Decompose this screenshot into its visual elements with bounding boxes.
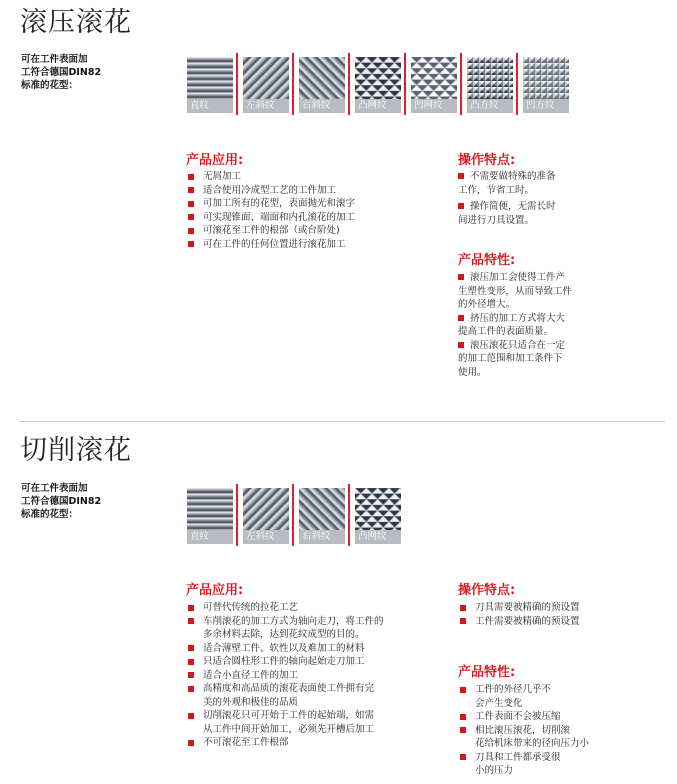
tile-separator — [236, 53, 238, 115]
list-item: 切削滚花只可开始于工件的起始端，如需 从工件中间开始加工，必须先开槽后加工 — [186, 709, 448, 736]
knurl-texture-image — [355, 57, 401, 99]
applications-heading: 产品应用: — [186, 583, 244, 598]
tile-separator — [348, 484, 350, 546]
applications-list — [186, 170, 446, 251]
section-divider — [20, 421, 665, 422]
knurl-texture-image — [523, 57, 569, 99]
intro-line: 可在工件表面加 — [21, 483, 88, 494]
bullet-icon — [188, 605, 194, 611]
knurl-tile-diamond-raised — [355, 57, 401, 113]
bullet-icon — [188, 214, 194, 220]
properties-paragraph: 滚压滚花只适合在一定 的加工范围和加工条件下 使用。 — [458, 339, 566, 378]
bullet-icon — [458, 342, 464, 348]
knurl-tile-label: 凸网纹 — [355, 530, 401, 544]
knurl-tile-diamond-raised — [355, 488, 401, 544]
list-item: 适合薄壁工件、软性以及难加工的材料 — [186, 642, 448, 656]
knurl-tile-label: 右斜纹 — [299, 530, 345, 544]
bullet-icon — [188, 174, 194, 180]
properties-heading: 产品特性: — [458, 253, 516, 268]
properties-paragraph: 挤压的加工方式将大大 提高工件的表面质量。 — [458, 312, 566, 337]
bullet-icon — [458, 315, 464, 321]
bullet-icon — [460, 727, 466, 733]
bullet-icon — [460, 618, 466, 624]
knurl-tile-straight — [187, 57, 233, 113]
intro-line: 可在工件表面加 — [21, 54, 88, 65]
knurl-tile-label: 右斜纹 — [299, 99, 345, 113]
bullet-icon — [460, 605, 466, 611]
knurl-texture-image — [187, 57, 233, 99]
list-item: 高精度和高品质的滚花表面使工件拥有完 美的外观和极佳的品质 — [186, 682, 448, 709]
bullet-icon — [188, 228, 194, 234]
bullet-icon — [460, 714, 466, 720]
bullet-icon — [188, 618, 194, 624]
pattern-intro — [21, 482, 181, 521]
operation-heading: 操作特点: — [458, 583, 516, 598]
list-item: 只适合圆柱形工件的轴向起始走刀加工 — [186, 655, 448, 669]
knurl-texture-image — [355, 488, 401, 530]
knurl-tile-square-sunk — [523, 57, 569, 113]
list-item: 相比滚压滚花，切削滚 花给机床带来的径向压力小 — [458, 724, 668, 751]
tile-separator — [516, 53, 518, 115]
list-item: 可滚花至工件的根部（或台阶处) — [186, 224, 446, 238]
bullet-icon — [188, 659, 194, 665]
properties-paragraph: 滚压加工会使得工件产 生塑性变形，从而导致工件 的外径增大。 — [458, 272, 573, 310]
tile-separator — [292, 484, 294, 546]
list-item: 可加工所有的花型，表面抛光和滚字 — [186, 197, 446, 211]
operation-list — [458, 601, 663, 628]
list-item: 可实现锥面、端面和内孔滚花的加工 — [186, 211, 446, 225]
list-item: 适合小直径工件的加工 — [186, 669, 448, 683]
intro-line: 工符合德国DIN82 — [21, 67, 102, 78]
list-item: 刀具和工件都承受很 小的压力 — [458, 751, 668, 778]
knurl-tile-label: 左斜纹 — [243, 530, 289, 544]
knurl-texture-image — [299, 57, 345, 99]
operation-paragraph: 不需要做特殊的准备 工作，节省工时。 — [458, 171, 556, 196]
knurl-tile-label: 凹网纹 — [411, 99, 457, 113]
intro-line: 工符合德国DIN82 — [21, 496, 102, 507]
knurl-tile-right — [299, 57, 345, 113]
bullet-icon — [188, 740, 194, 746]
bullet-icon — [188, 713, 194, 719]
knurl-tile-square-raised — [467, 57, 513, 113]
properties-text — [458, 271, 663, 379]
list-item: 工件表面不会被压缩 — [458, 710, 668, 724]
knurl-tile-left — [243, 57, 289, 113]
knurl-tile-diamond-sunk — [411, 57, 457, 113]
bullet-icon — [188, 645, 194, 651]
knurl-tile-label: 凸方纹 — [467, 99, 513, 113]
knurl-tile-label: 直纹 — [187, 530, 233, 544]
section-title: 切削滚花 — [20, 435, 132, 466]
operation-text — [458, 170, 658, 230]
knurl-tile-label: 凹方纹 — [523, 99, 569, 113]
list-item: 无屑加工 — [186, 170, 446, 184]
bullet-icon — [458, 173, 464, 179]
knurl-tile-straight — [187, 488, 233, 544]
tile-separator — [348, 53, 350, 115]
properties-list — [458, 683, 668, 778]
bullet-icon — [460, 754, 466, 760]
list-item: 不可滚花至工件根部 — [186, 736, 448, 750]
bullet-icon — [188, 672, 194, 678]
list-item: 可在工件的任何位置进行滚花加工 — [186, 238, 446, 252]
list-item: 车削滚花的加工方式为轴向走刀，将工件的 多余材料去除，达到花纹成型的目的。 — [186, 615, 448, 642]
knurl-tile-label: 左斜纹 — [243, 99, 289, 113]
list-item: 刀具需要被精确的预设置 — [458, 601, 663, 615]
knurl-texture-image — [187, 488, 233, 530]
tile-separator — [236, 484, 238, 546]
bullet-icon — [188, 201, 194, 207]
knurl-tile-label: 凸网纹 — [355, 99, 401, 113]
properties-heading: 产品特性: — [458, 665, 516, 680]
list-item: 适合使用冷成型工艺的工件加工 — [186, 184, 446, 198]
bullet-icon — [458, 203, 464, 209]
list-item: 工件的外径几乎不 会产生变化 — [458, 683, 668, 710]
tile-separator — [460, 53, 462, 115]
bullet-icon — [460, 687, 466, 693]
bullet-icon — [188, 241, 194, 247]
knurl-texture-image — [411, 57, 457, 99]
intro-line: 标准的花型： — [21, 80, 79, 91]
list-item: 工件需要被精确的预设置 — [458, 615, 663, 629]
knurl-tile-left — [243, 488, 289, 544]
knurl-texture-image — [243, 488, 289, 530]
knurl-texture-image — [467, 57, 513, 99]
knurl-tile-right — [299, 488, 345, 544]
bullet-icon — [188, 187, 194, 193]
knurl-tile-label: 直纹 — [187, 99, 233, 113]
applications-heading: 产品应用: — [186, 153, 244, 168]
section-title: 滚压滚花 — [20, 7, 132, 38]
tile-separator — [404, 53, 406, 115]
operation-paragraph: 操作简便，无需长时 间进行刀具设置。 — [458, 201, 556, 226]
bullet-icon — [188, 686, 194, 692]
intro-line: 标准的花型： — [21, 509, 79, 520]
operation-heading: 操作特点: — [458, 153, 516, 168]
pattern-intro — [21, 53, 181, 92]
knurl-texture-image — [299, 488, 345, 530]
list-item: 可替代传统的拉花工艺 — [186, 601, 448, 615]
knurl-texture-image — [243, 57, 289, 99]
bullet-icon — [458, 274, 464, 280]
tile-separator — [292, 53, 294, 115]
applications-list — [186, 601, 448, 750]
